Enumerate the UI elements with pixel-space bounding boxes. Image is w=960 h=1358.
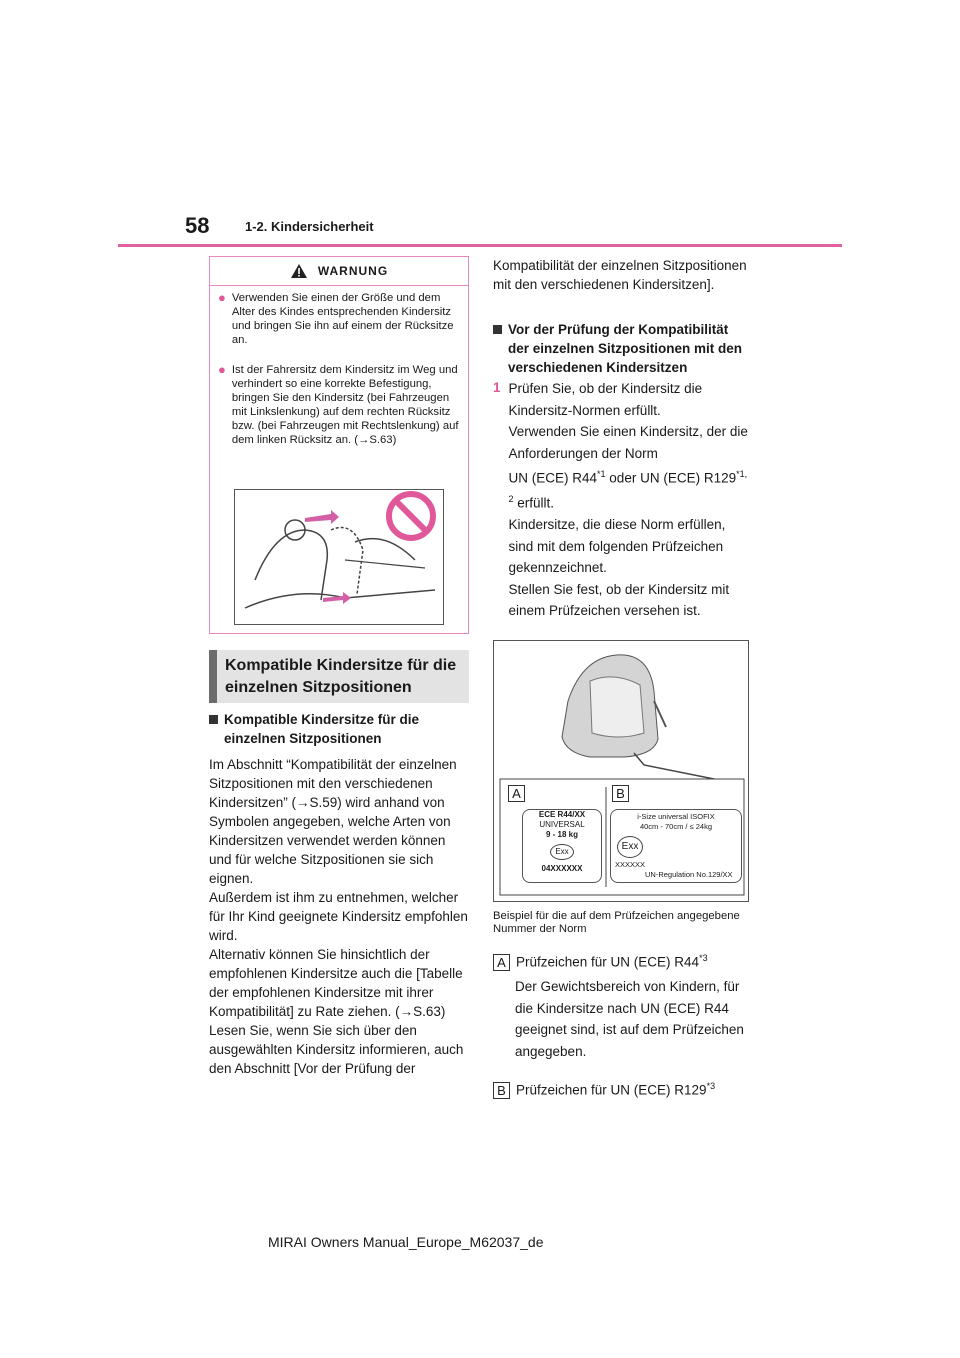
square-bullet-icon [209,715,218,724]
warning-icon [290,263,308,279]
label-b-icon: B [493,1082,510,1099]
e-mark-icon: Exx [550,844,574,860]
paragraph: Im Abschnitt “Kompatibilität der einzelnen Sitzpositionen mit den verschiedenen Kindersitzen” (→S.59) wird anhand von Symbolen angegeben, welche Arten von Kindersitzen verwendet werden können und für welche Sitzpositionen sie sich eignen. [209,757,457,886]
right-subheading: Vor der Prüfung der Kompatibilität der einzelnen Sitzpositionen mit den verschiedenen Kindersitzen [493,320,749,377]
paragraph: Außerdem ist ihm zu entnehmen, welcher für Ihr Kind geeignete Kindersitz empfohlen wird. [209,890,468,943]
label-a-icon: A [493,954,510,971]
figure-caption: Beispiel für die auf dem Prüfzeichen angegebene Nummer der Norm [493,910,740,935]
r129-mark: i-Size universal ISOFIX 40cm - 70cm / ≤ 24kg Exx XXXXXX UN-Regulation No.129/XX [610,809,742,883]
warning-item: ● Verwenden Sie einen der Größe und dem Alter des Kindes entsprechenden Kindersitz und bringen Sie ihn auf einem der Rücksitze an. [218,290,454,346]
mark-b-description: B Prüfzeichen für UN (ECE) R129$^{*3}$ [493,1076,749,1101]
step-number: 1 [493,380,501,395]
warning-item: ● Ist der Fahrersitz dem Kindersitz im Weg und verhindert so eine korrekte Befestigung, bringen Sie den Kindersitz (bei Fahrzeugen mit Linkslenkung) auf dem rechten Rücksitz bzw. (bei Fahrzeugen mit Rechtslenkung) auf dem linken Rücksitz an. (→S.63) [218,362,459,446]
warning-header [210,257,468,286]
section-title: 1-2. Kindersicherheit [245,219,374,234]
bullet-icon: ● [218,362,226,377]
warning-title: WARNUNG [317,264,389,278]
r44-mark: ECE R44/XX UNIVERSAL 9 - 18 kg Exx 04XXXXXX [522,809,602,883]
e-mark-icon: Exx [617,836,643,858]
paragraph-continued: Kompatibilität der einzelnen Sitzpositionen mit den verschiedenen Kindersitzen]. [493,258,747,292]
footer: MIRAI Owners Manual_Europe_M62037_de [268,1234,544,1250]
subheading: Kompatible Kindersitze für die einzelnen Sitzpositionen [209,710,469,748]
warning-box [209,256,469,634]
left-column [209,710,469,1078]
paragraph: Lesen Sie, wenn Sie sich über den ausgewählten Kindersitz informieren, auch den Abschnitt [Vor der Prüfung der [209,1023,464,1076]
label-b: B [612,785,629,802]
label-a: A [508,785,525,802]
step-1: 1 Prüfen Sie, ob der Kindersitz die Kindersitz-Normen erfüllt. Verwenden Sie einen Kindersitz, der die Anforderungen der Norm UN (ECE) R44$^{*1}$ oder UN (ECE) R129$^{*1, 2}$ erfüllt. Kindersitze, die diese Norm erfüllen, sind mit dem folgenden Prüfzeichen gekennzeichnet. Stellen Sie fest, ob der Kindersitz mit einem Prüfzeichen versehen ist. [493,378,749,622]
bullet-icon: ● [218,290,226,305]
norm-line: UN (ECE) R44$^{*1}$ oder UN (ECE) R129$^{*1, 2}$ erfüllt. [508,469,748,511]
seat-illustration [234,489,444,625]
approval-mark-figure [493,640,749,902]
mark-a-description: A Prüfzeichen für UN (ECE) R44$^{*3}$ Der Gewichtsbereich von Kindern, für die Kindersitze nach UN (ECE) R44 geeignet sind, ist auf dem Prüfzeichen angegeben. [493,948,749,1062]
square-bullet-icon [493,325,502,334]
page-number: 58 [185,213,210,238]
section-heading: Kompatible Kindersitze für die einzelnen Sitzpositionen [209,650,469,703]
paragraph: Alternativ können Sie hinsichtlich der empfohlenen Kindersitze auch die [Tabelle der empfohlenen Kindersitze mit ihrer Kompatibilität] zu Rate ziehen. (→S.63) [209,947,463,1019]
header-rule [118,244,842,247]
